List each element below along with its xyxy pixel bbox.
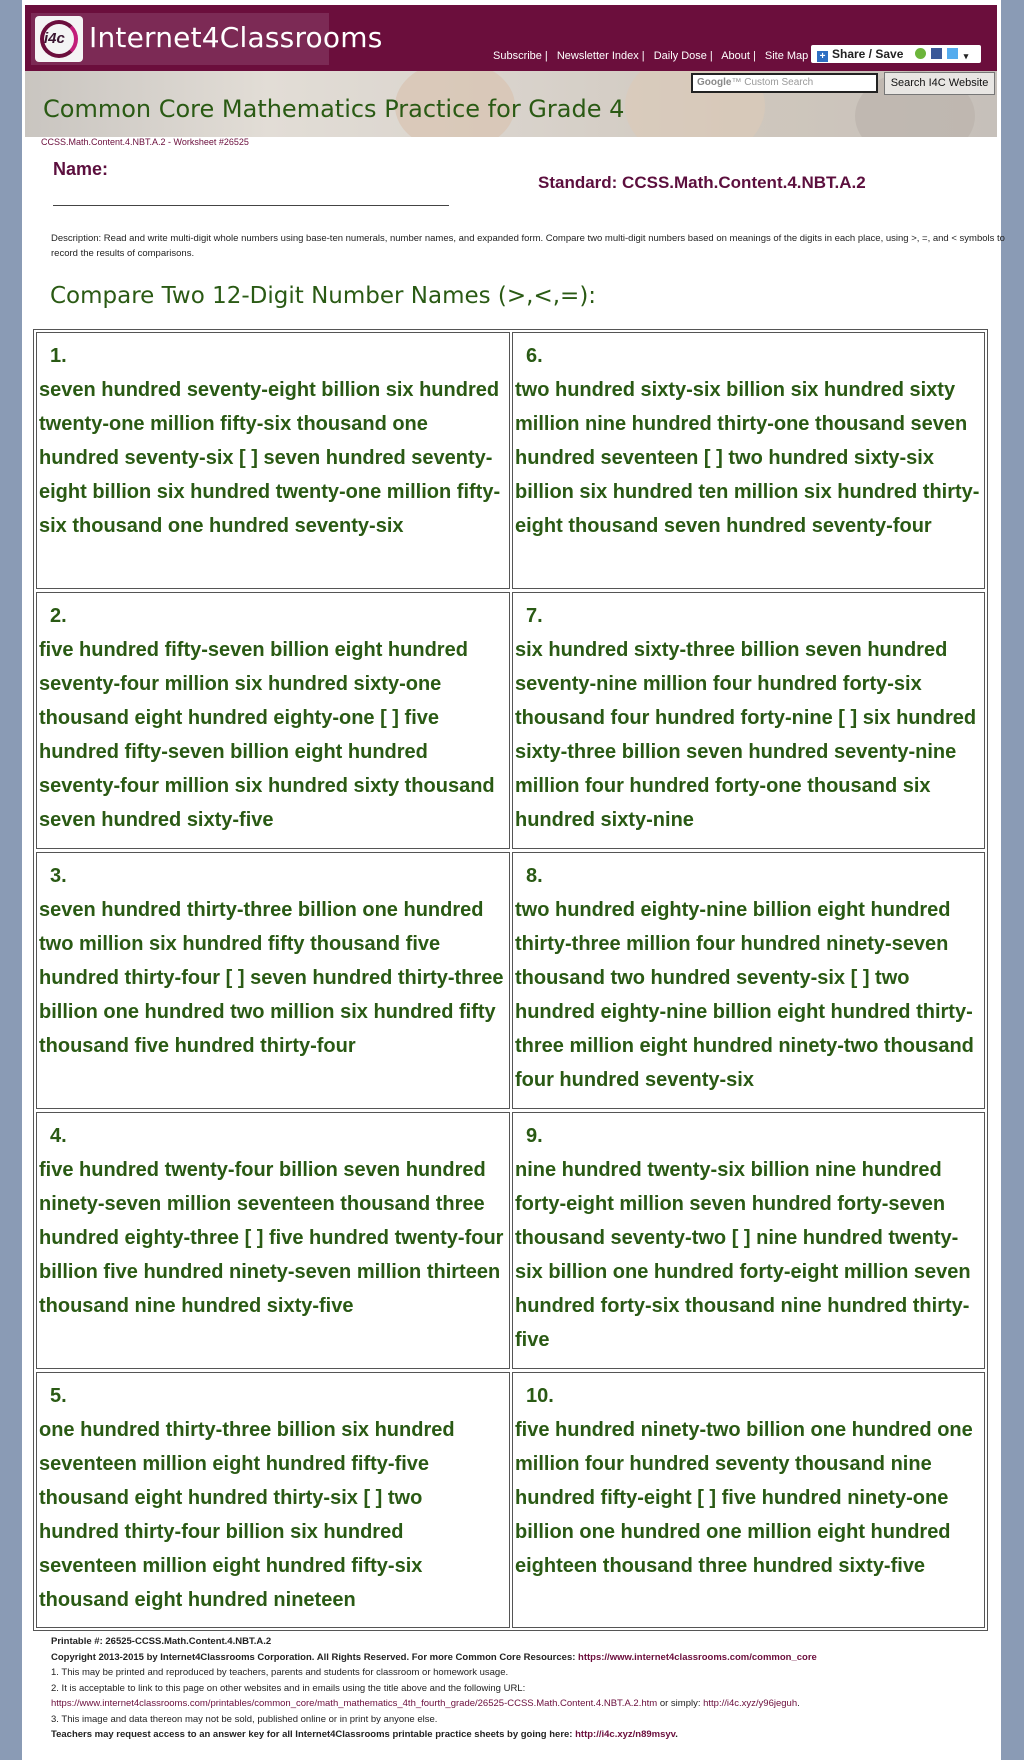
name-line <box>53 205 449 206</box>
question-text: five hundred ninety-two billion one hundred one million four hundred seventy thousand nine hundred fifty-eight [ ] five hundred ninety-one billion one hundred one million eight hundred eighteen thousand three hundred sixty-five <box>515 1419 973 1577</box>
answer-key-note: Teachers may request access to an answer key for all Internet4Classrooms printable practice sheets by going here: http://i4c.xyz/n89msyv. <box>51 1729 678 1740</box>
standard-label: Standard: CCSS.Math.Content.4.NBT.A.2 <box>538 173 866 192</box>
nav-site-map[interactable]: Site Map <box>764 50 809 62</box>
question-cell <box>36 332 510 589</box>
question-cell <box>36 1112 510 1369</box>
question-number: 10. <box>526 1385 554 1407</box>
question-text: six hundred sixty-three billion seven hundred seventy-nine million four hundred forty-six thousand four hundred forty-nine [ ] six hundred sixty-three billion seven hundred seventy-nine million four hundred forty-one thousand six hundred sixty-nine <box>515 639 977 831</box>
nav-subscribe[interactable]: Subscribe <box>493 50 542 62</box>
question-cell <box>512 1372 985 1628</box>
question-number: 2. <box>50 605 67 627</box>
short-url-link[interactable]: http://i4c.xyz/y96jeguh <box>703 1698 798 1709</box>
question-cell <box>512 592 985 849</box>
worksheet-url-link[interactable]: https://www.internet4classrooms.com/printables/common_core/math_mathematics_4th_fourth_grade/26525-CCSS.Math.Content.4.NBT.A.2.htm <box>51 1698 658 1709</box>
logo-text: Internet4Classrooms <box>89 21 383 54</box>
question-number: 5. <box>50 1385 67 1407</box>
worksheet-id: CCSS.Math.Content.4.NBT.A.2 - Worksheet #26525 <box>41 137 249 147</box>
google-logo: Google <box>697 77 732 88</box>
question-text: two hundred sixty-six billion six hundred sixty million nine hundred thirty-one thousand seven hundred seventeen [ ] two hundred sixty-six billion six hundred ten million six hundred thirty-eight thousand seven hundred seventy-four <box>515 379 980 537</box>
question-number: 3. <box>50 865 67 887</box>
note-3: 3. This image and data thereon may not be sold, published online or in print by anyone else. <box>51 1713 438 1725</box>
share-label: Share / Save <box>832 47 904 61</box>
search-placeholder: Custom Search <box>744 77 814 88</box>
note-2: 2. It is acceptable to link to this page on other websites and in emails using the title above and the following URL: <box>51 1682 526 1694</box>
question-number: 4. <box>50 1125 67 1147</box>
url-line: https://www.internet4classrooms.com/printables/common_core/math_mathematics_4th_fourth_grade/26525-CCSS.Math.Content.4.NBT.A.2.htm or simply: http://i4c.xyz/y96jeguh. <box>51 1698 800 1709</box>
question-cell <box>512 852 985 1109</box>
banner <box>25 71 997 137</box>
question-text: five hundred fifty-seven billion eight hundred seventy-four million six hundred sixty-one thousand eight hundred eighty-one [ ] five hundred fifty-seven billion eight hundred seventy-four million six hundred sixty thousand seven hundred sixty-five <box>39 639 495 831</box>
search-button[interactable]: Search I4C Website <box>884 72 995 95</box>
question-cell <box>512 1112 985 1369</box>
nav-newsletter-index[interactable]: Newsletter Index <box>556 50 639 62</box>
nav-daily-dose[interactable]: Daily Dose <box>653 50 707 62</box>
question-number: 7. <box>526 605 543 627</box>
chevron-down-icon[interactable]: ▾ <box>963 51 969 61</box>
logo-badge-icon: i4c <box>35 16 83 62</box>
question-text: nine hundred twenty-six billion nine hundred forty-eight million seven hundred forty-seven thousand seventy-two [ ] nine hundred twenty-six billion one hundred forty-eight million seven hundred forty-six thousand nine hundred thirty-five <box>515 1159 971 1351</box>
question-text: two hundred eighty-nine billion eight hundred thirty-three million four hundred ninety-seven thousand two hundred seventy-six [ ] two hundred eighty-nine billion eight hundred thirty-three million eight hundred ninety-two thousand four hundred seventy-six <box>515 899 974 1091</box>
answer-key-link[interactable]: http://i4c.xyz/n89msyv <box>575 1729 676 1740</box>
footer <box>51 1634 1001 1743</box>
page <box>22 0 1005 1760</box>
share-save-button[interactable] <box>811 45 981 63</box>
page-title: Common Core Mathematics Practice for Grade 4 <box>43 95 625 123</box>
section-title: Compare Two 12-Digit Number Names (>,<,=): <box>50 283 597 309</box>
site-logo[interactable] <box>31 13 383 65</box>
question-number: 8. <box>526 865 543 887</box>
question-text: five hundred twenty-four billion seven hundred ninety-seven million seventeen thousand three hundred eighty-three [ ] five hundred twenty-four billion five hundred ninety-seven million thirteen thousand nine hundred sixty-five <box>39 1159 504 1317</box>
email-share-icon[interactable] <box>915 48 926 59</box>
question-text: seven hundred thirty-three billion one hundred two million six hundred fifty thousand five hundred thirty-four [ ] seven hundred thirty-three billion one hundred two million six hundred fifty thousand five hundred thirty-four <box>39 899 504 1057</box>
name-label: Name: <box>53 159 109 179</box>
search-input[interactable]: Google™ Custom Search <box>691 73 878 93</box>
common-core-link[interactable]: https://www.internet4classrooms.com/common_core <box>578 1651 817 1663</box>
printable-number: Printable #: 26525-CCSS.Math.Content.4.NBT.A.2 <box>51 1636 272 1647</box>
twitter-icon[interactable] <box>947 48 958 59</box>
question-grid <box>33 329 988 1631</box>
question-cell <box>36 852 510 1109</box>
question-text: one hundred thirty-three billion six hundred seventeen million eight hundred fifty-five thousand eight hundred thirty-six [ ] two hundred thirty-four billion six hundred seventeen million eight hundred fifty-six thousand eight hundred nineteen <box>39 1419 455 1611</box>
facebook-icon[interactable] <box>931 48 942 59</box>
note-1: 1. This may be printed and reproduced by teachers, parents and students for classroom or homework usage. <box>51 1667 509 1678</box>
nav-about[interactable]: About <box>721 50 750 62</box>
plus-icon: + <box>817 51 828 62</box>
question-text: seven hundred seventy-eight billion six hundred twenty-one million fifty-six thousand one hundred seventy-six [ ] seven hundred seventy-eight billion six hundred twenty-one million fifty-six thousand one hundred seventy-six <box>39 379 501 537</box>
question-cell <box>36 592 510 849</box>
copyright: Copyright 2013-2015 by Internet4Classrooms Corporation. All Rights Reserved. For more Common Core Resources: https://www.internet4classrooms.com/common_core <box>51 1651 817 1663</box>
top-bar <box>25 5 997 71</box>
top-nav: Subscribe | Newsletter Index | Daily Dose | About | Site Map <box>493 50 809 62</box>
question-number: 1. <box>50 345 67 367</box>
question-number: 9. <box>526 1125 543 1147</box>
question-number: 6. <box>526 345 543 367</box>
description: Description: Read and write multi-digit whole numbers using base-ten numerals, number names, and expanded form. Compare two multi-digit numbers based on meanings of the digits in each place, using >, =, and < symbols to record the results of comparisons. <box>51 233 1005 259</box>
question-cell <box>512 332 985 589</box>
question-cell <box>36 1372 510 1628</box>
